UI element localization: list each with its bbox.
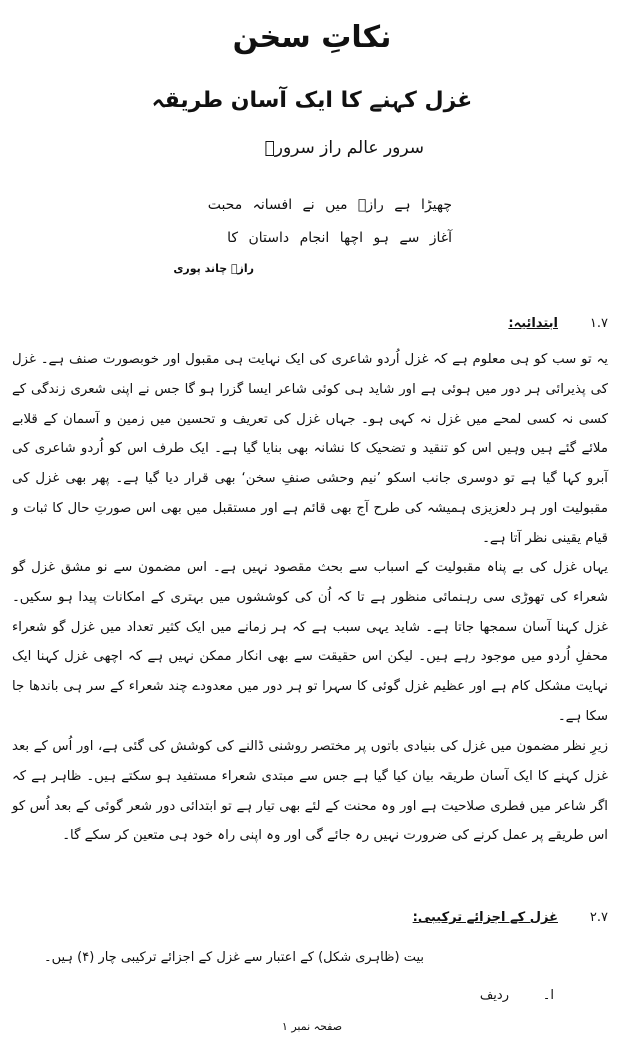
verse-line-1: چھیڑا ہے رازؔ میں نے افسانہ محبت	[207, 197, 452, 213]
section-2-heading: غزل کے اجزائے ترکیبی:	[412, 910, 558, 925]
section-2-line: بیت (ظاہری شکل) کے اعتبار سے غزل کے اجزائے ترکیبی چار (۴) ہیں۔	[43, 950, 424, 965]
verse-line-2: آغاز سے ہو اچھا انجام داستان کا	[227, 230, 452, 246]
author-name: سرور عالم راز سرورؔ	[264, 138, 424, 158]
section-1-heading: ابتدائیہ:	[508, 316, 558, 331]
paragraph-1: یہ تو سب کو ہی معلوم ہے کہ غزل اُردو شاعری کی ایک نہایت ہی مقبول اور خوبصورت صنف ہے۔ غزل کی پذیرائی ہر دور میں ہوئی ہے اور شاید ہی کوئی شاعر ایسا گزرا ہو گا جس نے اپنی شعری زندگی کے کسی نہ کسی لمحے میں غزل نہ کہی ہو۔ جہاں غزل کی تعریف و تحسین میں زمین و آسمان کے قلابے ملائے گئے ہیں وہیں اس کو تنقید و تضحیک کا نشانہ بھی بنایا گیا ہے۔ ایک طرف اس کو اُردو شاعری کی آبرو کہا گیا ہے تو دوسری جانب اسکو ’نیم وحشی صنفِ سخن‘ بھی قرار دیا گیا ہے۔ پھر بھی غزل کی مقبولیت اور ہر دلعزیزی ہمیشہ کی طرح آج بھی قائم ہے اور مستقبل میں بھی اس صورتِ حال کا ثبات و قیام یقینی نظر آتا ہے۔	[12, 352, 608, 546]
page-subtitle: غزل کہنے کا ایک آسان طریقہ	[151, 88, 473, 113]
paragraph-2: یہاں غزل کی بے پناہ مقبولیت کے اسباب سے بحث مقصود نہیں ہے۔ اس مضمون سے نو مشق غزل گو شعراء کی تھوڑی سی رہنمائی منظور ہے تا کہ اُن کی کوششوں میں بہتری کے امکانات پیدا ہو سکیں۔ غزل کہنا آسان سمجھا جاتا ہے۔ شاید یہی سبب ہے کہ ہر زمانے میں ایک کثیر تعداد میں غزل گو شعراء محفلِ اُردو میں موجود رہے ہیں۔ لیکن اس حقیقت سے بھی انکار ممکن نہیں ہے کہ اچھی غزل کہنا ایک نہایت مشکل کام ہے اور عظیم غزل گوئی کا سہرا تو ہر دور میں معدودے چند شعراء کے سر ہی باندھا جا سکا ہے۔	[12, 560, 608, 724]
page-title: نکاتِ سخن	[232, 20, 392, 55]
section-2-number: ۲.۷	[589, 910, 608, 925]
list-item-number: ا۔	[542, 988, 554, 1003]
page-footer: صفحہ نمبر ۱	[281, 1020, 343, 1033]
list-item-text: ردیف	[479, 988, 509, 1003]
verse-poet: رازؔ چاند پوری	[173, 262, 254, 275]
paragraph-3: زیرِ نظر مضمون میں غزل کی بنیادی باتوں پر مختصر روشنی ڈالنے کی کوشش کی گئی ہے، اور اُس کے بعد غزل کہنے کا ایک آسان طریقہ بیان کیا گیا ہے جس سے مبتدی شعراء مستفید ہو سکتے ہیں۔ ظاہر ہے کہ اگر شاعر میں فطری صلاحیت ہے اور وہ محنت کے لئے بھی تیار ہے تو ابتدائی دور شعر گوئی کے بعد اُس کو اس طریقے پر عمل کرنے کی ضرورت نہیں رہ جائے گی اور وہ اپنی راہ خود ہی متعین کر سکے گا۔	[12, 739, 608, 844]
section-1-number: ۱.۷	[589, 316, 608, 331]
